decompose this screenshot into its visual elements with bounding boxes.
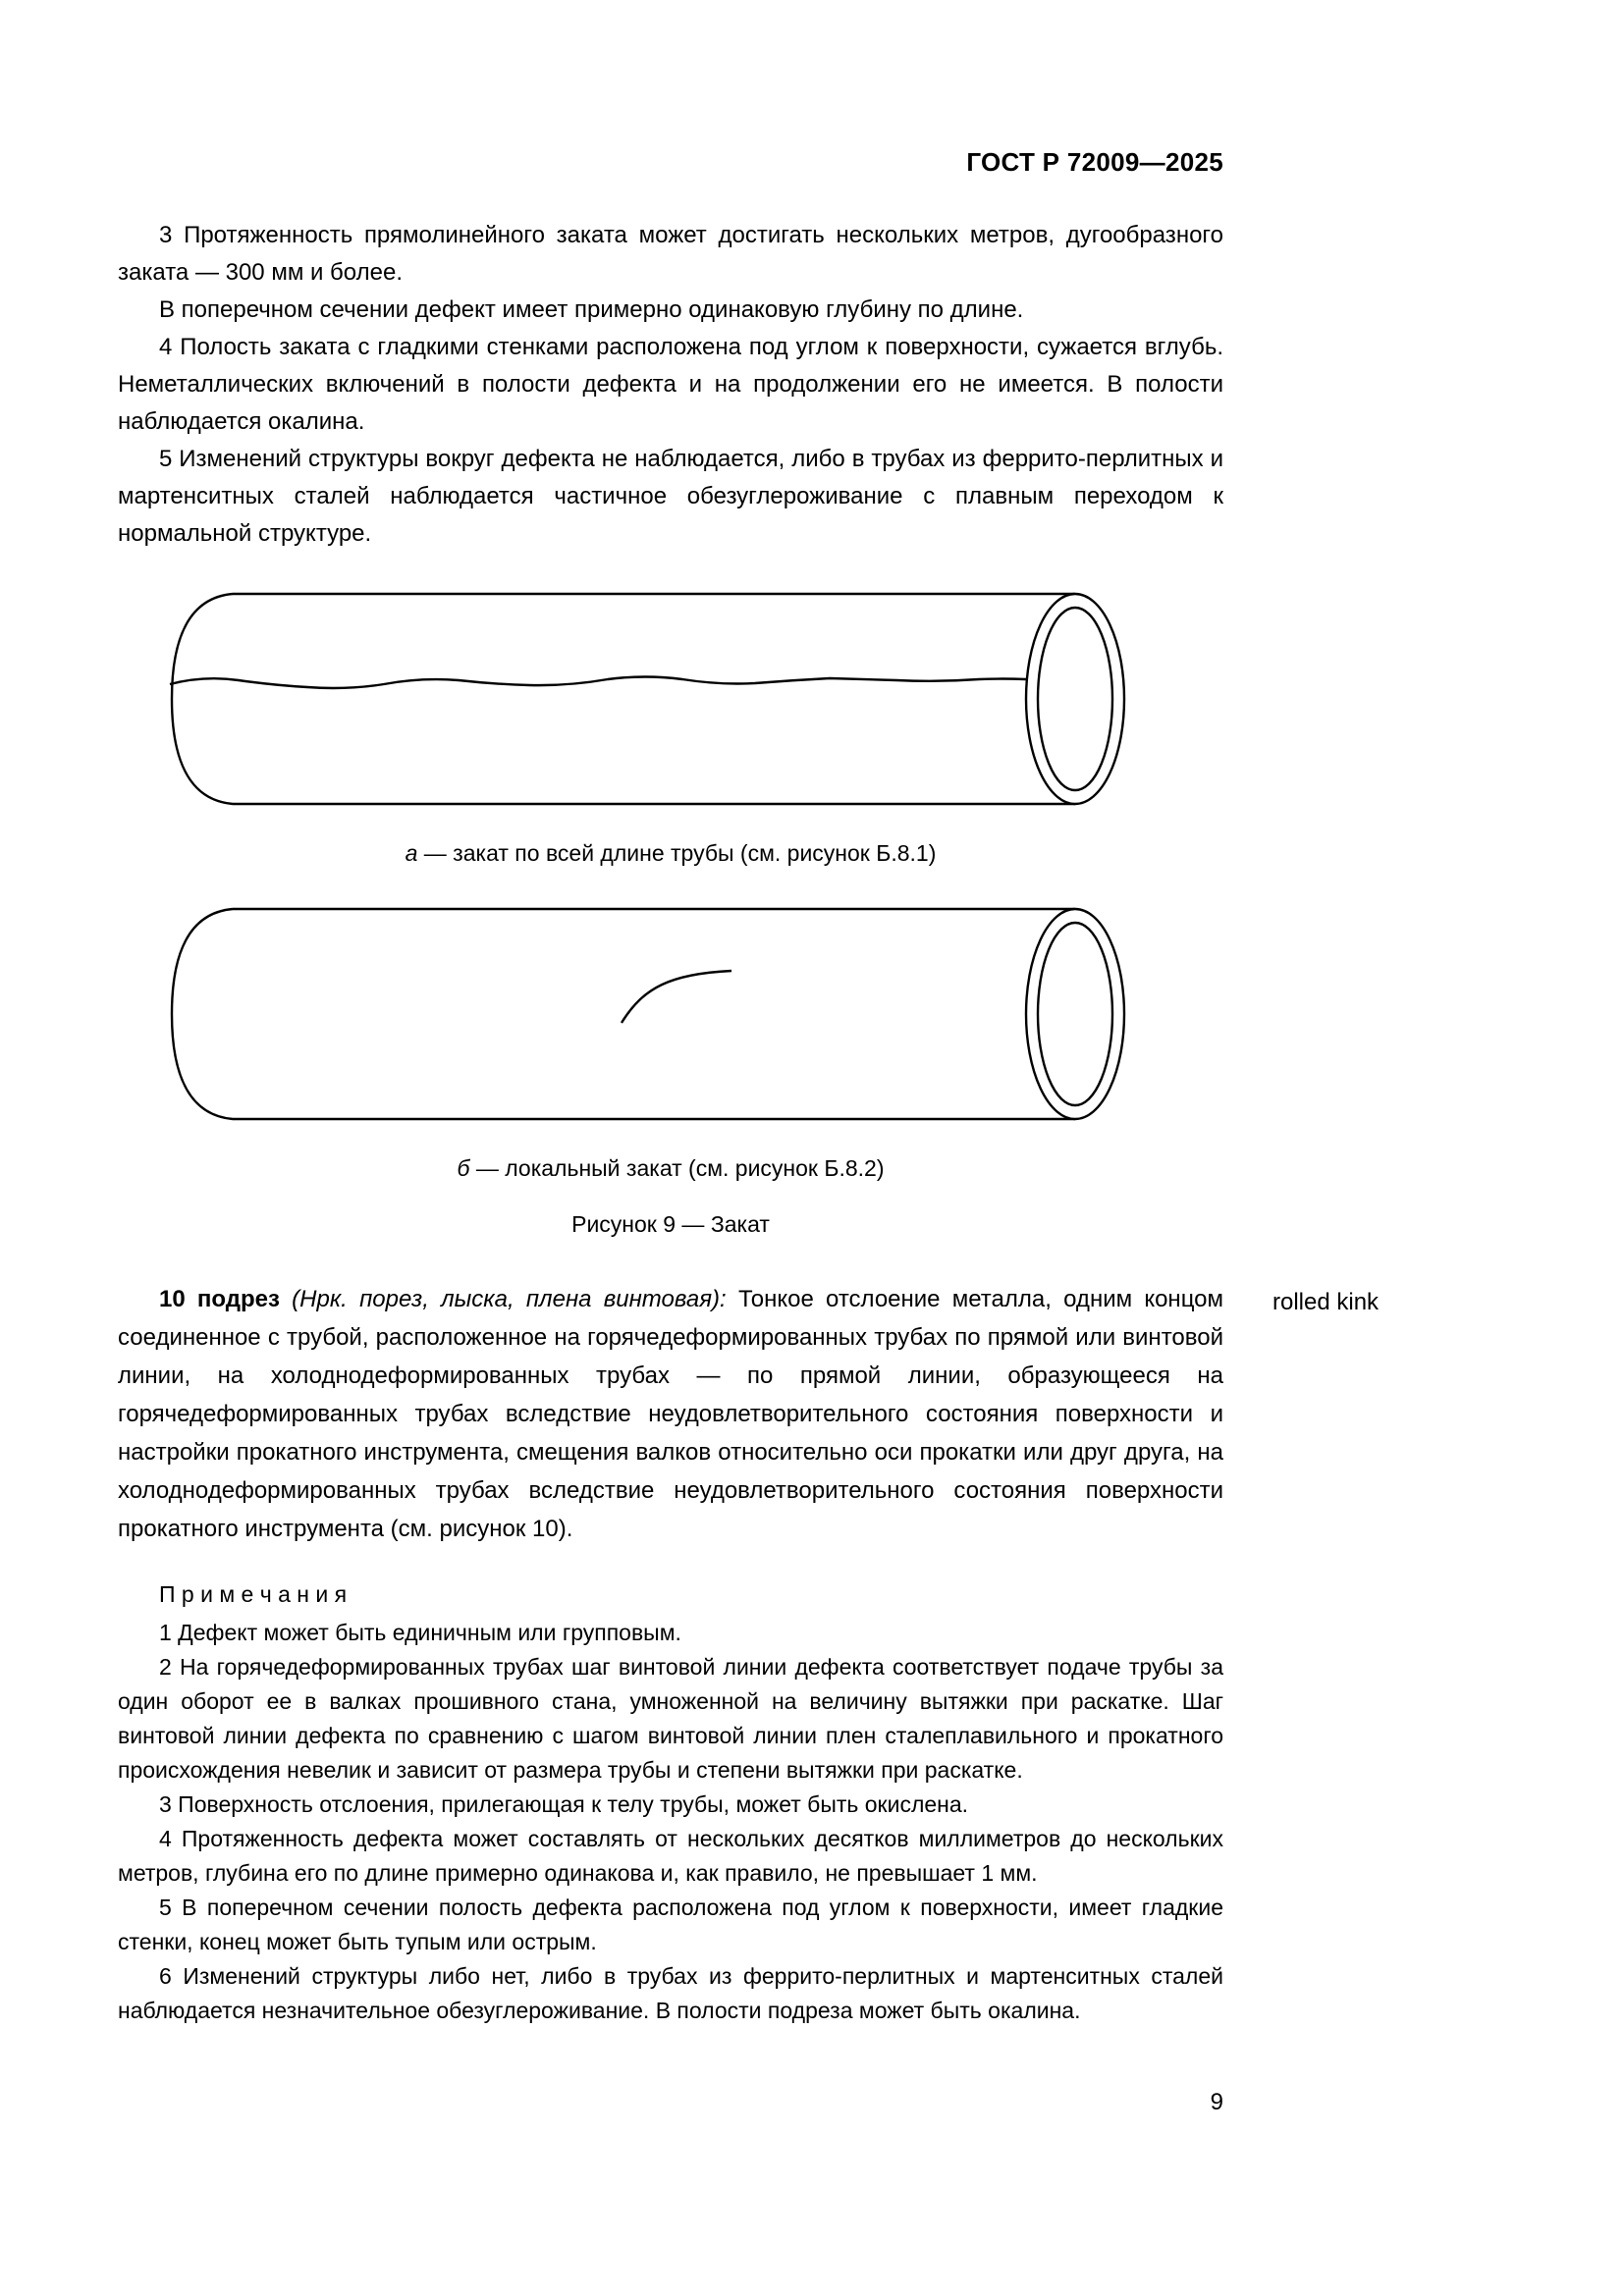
document-header: ГОСТ Р 72009—2025 xyxy=(966,147,1223,177)
pipe-left-cap xyxy=(172,594,233,804)
term-number-and-name: 10 подрез xyxy=(159,1286,280,1312)
note-item-1: 1 Дефект может быть единичным или групповым. xyxy=(159,1620,681,1645)
figure-a xyxy=(118,586,1223,812)
figure-a-caption xyxy=(118,839,1223,868)
figure-b xyxy=(118,901,1223,1127)
figure-9-title: Рисунок 9 — Закат xyxy=(571,1211,770,1237)
page-number: 9 xyxy=(1210,2089,1223,2115)
term-deprecated-synonyms: (Нрк. порез, лыска, плена винтовая): xyxy=(292,1286,727,1312)
note-item-2: 2 На горячедеформированных трубах шаг винтовой линии дефекта соответствует подаче трубы за один оборот ее в валках прошивного стана, умноженной на величину вытяжки при раскатке. Шаг винтовой линии дефекта по сравнению с шагом винтовой линии плен сталеплавильного и прокатного происхождения невелик и зависит от размера трубы и степени вытяжки при раскатке. xyxy=(118,1654,1223,1783)
defect-arc-line xyxy=(622,971,731,1023)
paragraph-note5: 5 Изменений структуры вокруг дефекта не наблюдается, либо в трубах из феррито-перлитных и мартенситных сталей наблюдается частичное обезуглероживание с плавным переходом к нормальной структуре. xyxy=(118,446,1223,547)
note-item-5: 5 В поперечном сечении полость дефекта расположена под углом к поверхности, имеет гладкие стенки, конец может быть тупым или острым. xyxy=(118,1895,1223,1954)
pipe-drawing-local-defect xyxy=(160,901,1181,1127)
intro-section xyxy=(118,217,1223,553)
defect-wavy-line xyxy=(170,677,1026,689)
term-definition: Тонкое отслоение металла, одним концом соединенное с трубой, расположенное на горячедеформированных трубах по прямой или винтовой линии, на холоднодеформированных трубах — по прямой линии, образующееся на горячедеформированных трубах вследствие неудовлетворительного состояния поверхности и настройки прокатного инструмента, смещения валков относительно оси прокатки или друг друга, на холоднодеформированных трубах вследствие неудовлетворительного состояния поверхности прокатного инструмента (см. рисунок 10). xyxy=(118,1286,1224,1542)
note-item-6: 6 Изменений структуры либо нет, либо в трубах из феррито-перлитных и мартенситных сталей наблюдается незначительное обезуглероживание. В полости подреза может быть окалина. xyxy=(118,1963,1223,2023)
term-10-paragraph xyxy=(118,1280,1380,1548)
paragraph-note4: 4 Полость заката с гладкими стенками расположена под углом к поверхности, сужается вглубь. Неметаллических включений в полости дефекта и на продолжении его не имеется. В полости наблюдается окалина. xyxy=(118,334,1223,435)
notes-title: П р и м е ч а н и я xyxy=(159,1581,348,1607)
note-item-4: 4 Протяженность дефекта может составлять от нескольких десятков миллиметров до нескольких метров, глубина его по длине примерно одинакова и, как правило, не превышает 1 мм. xyxy=(118,1826,1223,1886)
page-content xyxy=(118,0,1380,2028)
paragraph-note3: 3 Протяженность прямолинейного заката может достигать нескольких метров, дугообразного заката — 300 мм и более. xyxy=(118,222,1223,286)
pipe-left-cap xyxy=(172,909,233,1119)
pipe-end-outer-ellipse xyxy=(1026,909,1124,1119)
figure-b-letter: б xyxy=(457,1155,470,1181)
note-item-3: 3 Поверхность отслоения, прилегающая к телу трубы, может быть окислена. xyxy=(159,1791,969,1817)
paragraph-cross-section: В поперечном сечении дефект имеет примерно одинаковую глубину по длине. xyxy=(159,296,1024,323)
figure-b-caption xyxy=(118,1154,1223,1183)
margin-note-english-term: rolled kink xyxy=(1272,1289,1380,1315)
pipe-end-outer-ellipse xyxy=(1026,594,1124,804)
pipe-drawing-full-length-defect xyxy=(160,586,1181,812)
figure-a-caption-text: — закат по всей длине трубы (см. рисунок Б.8.1) xyxy=(423,840,937,866)
figure-a-letter: а xyxy=(405,840,418,866)
figure-b-caption-text: — локальный закат (см. рисунок Б.8.2) xyxy=(475,1155,885,1181)
notes-section xyxy=(118,1577,1223,2028)
